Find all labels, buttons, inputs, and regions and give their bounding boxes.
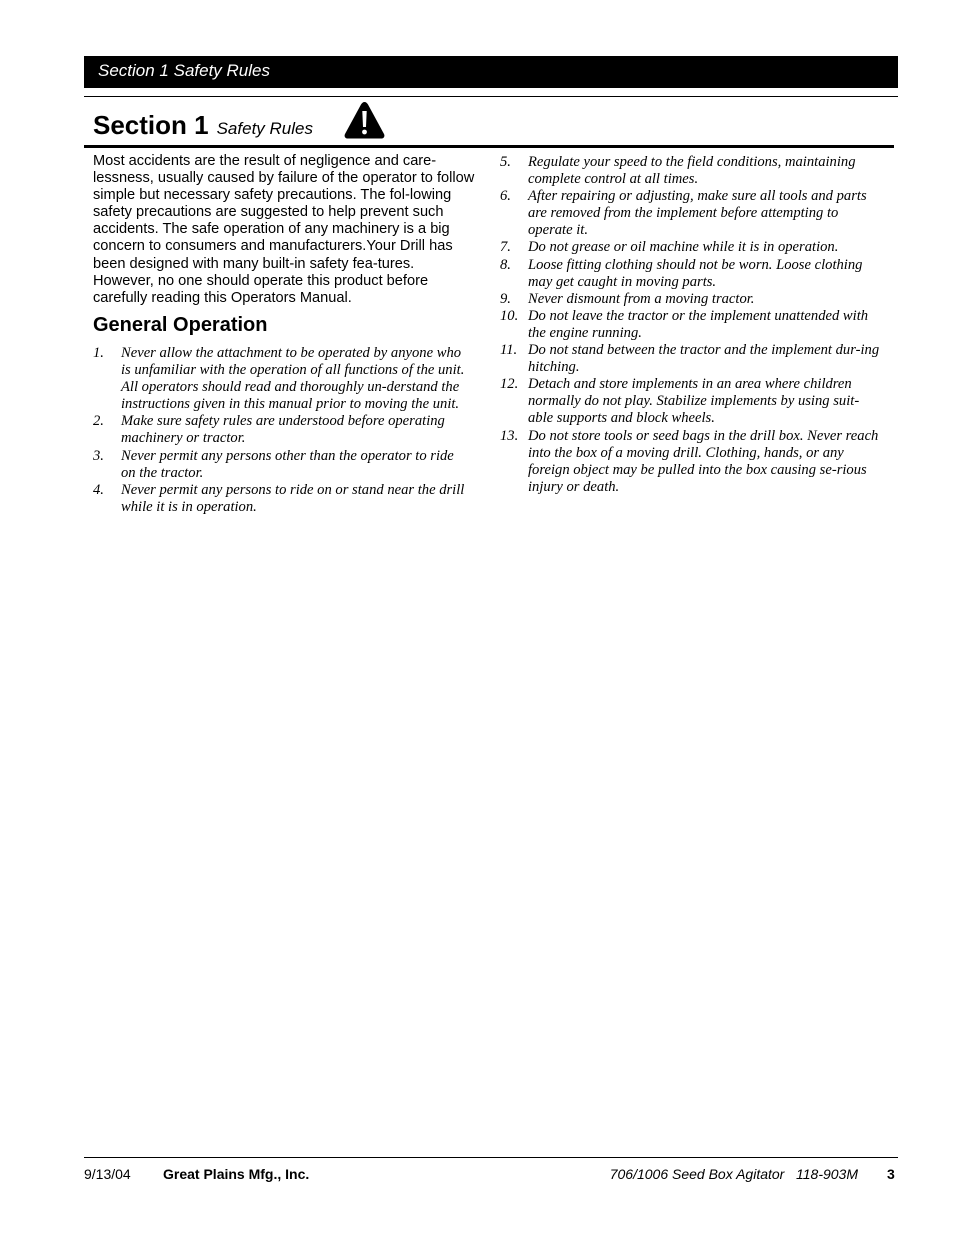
list-item-text: Loose fitting clothing should not be worn. Loose clothing may get caught in moving parts. [528, 256, 863, 290]
list-item-number: 7. [500, 239, 511, 256]
list-item [93, 482, 471, 516]
list-item-text: Never dismount from a moving tractor. [528, 290, 755, 307]
top-divider [84, 96, 898, 97]
list-item-number: 10. [500, 307, 519, 324]
list-item-text: Detach and store implements in an area where children normally do not play. Stabilize implements by using suit-able supports and block wheels. [528, 376, 860, 427]
list-item [500, 376, 882, 427]
title-divider [84, 145, 894, 148]
list-item [500, 154, 882, 188]
footer-product: 706/1006 Seed Box Agitator 118-903M [609, 1166, 858, 1182]
list-item [500, 342, 882, 376]
list-item-text: Never permit any persons other than the operator to ride on the tractor. [121, 447, 454, 481]
list-item-number: 6. [500, 188, 511, 205]
list-item-number: 11. [500, 342, 518, 359]
list-item-text: Never permit any persons to ride on or stand near the drill while it is in operation. [121, 481, 465, 515]
list-item-number: 4. [93, 481, 104, 498]
list-item-text: Make sure safety rules are understood before operating machinery or tractor. [121, 413, 445, 447]
list-item-number: 12. [500, 376, 519, 393]
page-title [93, 110, 313, 144]
list-item [500, 308, 882, 342]
list-item-number: 1. [93, 345, 104, 361]
list-item [93, 413, 471, 447]
list-item [500, 428, 882, 496]
general-operation-heading: General Operation [93, 314, 268, 336]
list-item [500, 239, 882, 256]
list-item [500, 188, 882, 239]
list-item-number: 2. [93, 413, 104, 430]
list-item [93, 345, 471, 413]
page-number: 3 [887, 1166, 895, 1182]
rules-list-right [500, 154, 882, 496]
list-item-text: Do not grease or oil machine while it is in operation. [528, 239, 839, 256]
list-item-number: 9. [500, 290, 511, 307]
page-title-main: Section 1 [93, 110, 209, 140]
warning-exclamation-icon [343, 100, 386, 140]
list-item-number: 13. [500, 427, 519, 444]
list-item-text: After repairing or adjusting, make sure all tools and parts are removed from the implement before attempting to operate it. [528, 188, 867, 239]
list-item-text: Regulate your speed to the field conditions, maintaining complete control at all times. [528, 154, 856, 188]
list-item-text: Do not stand between the tractor and the implement dur-ing hitching. [528, 342, 880, 376]
footer-divider [84, 1157, 898, 1158]
list-item-text: Do not store tools or seed bags in the drill box. Never reach into the box of a moving drill. Clothing, hands, or any foreign object may be pulled into the box causing se-rious injury or death. [528, 427, 879, 495]
list-item [93, 448, 471, 482]
section-header-bar [84, 56, 898, 88]
footer-company: Great Plains Mfg., Inc. [163, 1166, 310, 1182]
list-item-text: Do not leave the tractor or the implement unattended with the engine running. [528, 307, 869, 341]
rules-list-left [93, 345, 471, 516]
list-item-number: 8. [500, 256, 511, 273]
list-item-number: 5. [500, 154, 511, 170]
list-item [500, 257, 882, 291]
list-item-number: 3. [93, 447, 104, 464]
footer-date: 9/13/04 [84, 1166, 131, 1182]
section-header-label: Section 1 Safety Rules [98, 61, 270, 80]
list-item-text: Never allow the attachment to be operated by anyone who is unfamiliar with the operation of all functions of the unit. All operators should read and thoroughly un-derstand the instructions given in this manual prior to moving the unit. [121, 345, 465, 413]
page-title-sub: Safety Rules [216, 119, 313, 138]
list-item [500, 291, 882, 308]
intro-paragraph: Most accidents are the result of negligence and care-lessness, usually caused by failure of the operator to follow simple but necessary safety precautions. The fol-lowing safety precautions are suggested to help prevent such accidents. The safe operation of any machinery is a big concern to consumers and manufacturers.Your Drill has been designed with many built-in safety fea-tures. However, no one should operate this product before carefully reading this Operators Manual. [93, 153, 475, 306]
